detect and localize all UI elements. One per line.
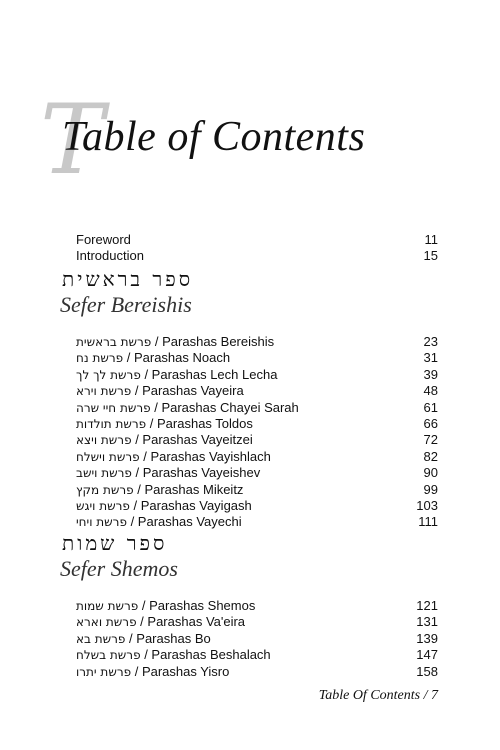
toc-entry-label xyxy=(76,449,271,465)
toc-entry-page: 99 xyxy=(423,481,438,497)
toc-entry[interactable] xyxy=(76,482,438,498)
toc-entry-hebrew: פרשת ויגש xyxy=(76,498,130,513)
toc-entry-separator: / xyxy=(129,497,141,513)
toc-entry-page: 48 xyxy=(423,383,438,399)
toc-entry-separator: / xyxy=(131,465,143,481)
section-hebrew-title: ספר שמות xyxy=(62,531,168,555)
toc-entry-name: Parashas Shemos xyxy=(149,598,256,613)
toc-entry-name: Parashas Vayishlach xyxy=(150,448,271,464)
toc-entry-separator: / xyxy=(136,614,148,630)
toc-entry-hebrew: פרשת וארא xyxy=(76,615,137,630)
toc-entry[interactable] xyxy=(76,334,438,350)
toc-entry-name: Parashas Chayei Sarah xyxy=(161,399,299,415)
toc-entry[interactable] xyxy=(76,432,438,448)
toc-entry-hebrew: פרשת וירא xyxy=(76,384,132,399)
toc-entry-separator: / xyxy=(146,415,157,431)
toc-entry-separator: / xyxy=(138,598,150,613)
toc-entry-page: 61 xyxy=(423,399,438,415)
toc-entry-name: Parashas Beshalach xyxy=(151,647,271,663)
toc-entry-separator: / xyxy=(123,350,134,366)
toc-entry-page: 11 xyxy=(424,232,438,247)
toc-entry[interactable] xyxy=(76,400,438,416)
toc-entry-page: 66 xyxy=(423,415,438,431)
toc-entry-page: 39 xyxy=(423,366,438,382)
toc-entry-hebrew: פרשת בא xyxy=(76,631,126,646)
toc-entry-label xyxy=(76,465,260,481)
toc-entry-page: 139 xyxy=(416,630,438,646)
toc-entry-page: 131 xyxy=(416,614,438,630)
toc-entry[interactable] xyxy=(76,647,438,663)
toc-entry-page: 72 xyxy=(423,432,438,448)
toc-entry-name: Parashas Vayeira xyxy=(142,383,244,399)
section-entry-list xyxy=(60,598,438,680)
toc-entry-separator: / xyxy=(131,383,143,399)
toc-entry[interactable] xyxy=(76,367,438,383)
toc-entry[interactable] xyxy=(76,449,438,465)
toc-entry-name: Parashas Va'eira xyxy=(147,614,246,630)
section-sefer-shemos xyxy=(60,532,438,680)
toc-entry-introduction[interactable] xyxy=(76,248,438,264)
section-title: Sefer Bereishis xyxy=(60,292,192,317)
toc-entry-hebrew: פרשת ויצא xyxy=(76,433,132,448)
toc-entry-label xyxy=(76,367,277,383)
toc-entry-label xyxy=(76,416,253,432)
title-drop-letter: T xyxy=(40,84,105,196)
toc-entry-name: Parashas Lech Lecha xyxy=(151,366,278,382)
toc-entry[interactable] xyxy=(76,465,438,481)
toc-entry-label xyxy=(76,664,229,680)
toc-entry-page: 31 xyxy=(423,350,438,366)
section-hebrew-title: ספר בראשית xyxy=(62,267,194,291)
toc-entry-page: 82 xyxy=(423,448,438,464)
section-sefer-bereishis xyxy=(60,268,438,531)
toc-entry-name: Parashas Yisro xyxy=(141,663,230,679)
toc-entry-foreword[interactable] xyxy=(76,232,438,248)
toc-entry-label xyxy=(76,383,244,399)
toc-entry-page: 147 xyxy=(416,647,438,663)
toc-entry-page: 15 xyxy=(423,248,438,264)
toc-entry[interactable] xyxy=(76,631,438,647)
toc-entry-hebrew: פרשת תולדות xyxy=(76,416,147,431)
section-title: Sefer Shemos xyxy=(60,556,178,581)
toc-entry-separator: / xyxy=(140,647,152,663)
toc-entry[interactable] xyxy=(76,664,438,680)
toc-entry-hebrew: פרשת יתרו xyxy=(76,664,132,679)
toc-entry-name: Parashas Bereishis xyxy=(162,334,275,349)
toc-entry-name: Parashas Vayeishev xyxy=(142,465,261,481)
toc-entry-separator: / xyxy=(140,366,152,382)
toc-entry-label xyxy=(76,432,253,448)
intro-list xyxy=(76,232,438,265)
toc-entry-hebrew: פרשת ויחי xyxy=(76,515,127,530)
toc-entry-name: Parashas Vayigash xyxy=(140,497,252,513)
toc-entry-separator: / xyxy=(151,334,163,349)
toc-entry[interactable] xyxy=(76,514,438,530)
toc-entry-label: Foreword xyxy=(76,232,131,247)
page-title xyxy=(40,84,460,202)
toc-entry[interactable] xyxy=(76,598,438,614)
toc-entry[interactable] xyxy=(76,614,438,630)
toc-entry-hebrew: פרשת בראשית xyxy=(76,335,152,349)
toc-entry-hebrew: פרשת מקץ xyxy=(76,482,134,497)
toc-entry-separator: / xyxy=(133,481,145,497)
toc-entry-label xyxy=(76,514,242,530)
toc-entry-label xyxy=(76,647,271,663)
toc-entry-hebrew: פרשת וישלח xyxy=(76,449,140,464)
toc-entry-label xyxy=(76,482,243,498)
toc-entry[interactable] xyxy=(76,383,438,399)
toc-entry-page: 121 xyxy=(416,598,438,613)
toc-entry-separator: / xyxy=(126,514,138,530)
toc-entry-name: Parashas Vayechi xyxy=(137,514,242,530)
toc-entry-page: 103 xyxy=(416,497,438,513)
toc-entry-hebrew: פרשת בשלח xyxy=(76,648,141,663)
toc-entry[interactable] xyxy=(76,416,438,432)
toc-entry-label xyxy=(76,631,211,647)
toc-entry-separator: / xyxy=(131,432,143,448)
toc-entry[interactable] xyxy=(76,350,438,366)
section-entry-list xyxy=(60,334,438,531)
toc-entry-name: Parashas Toldos xyxy=(157,415,253,431)
page-footer: Table Of Contents / 7 xyxy=(318,688,438,703)
toc-entry[interactable] xyxy=(76,498,438,514)
toc-entry-hebrew: פרשת וישב xyxy=(76,466,132,481)
toc-entry-label xyxy=(76,614,245,630)
toc-entry-separator: / xyxy=(150,399,162,415)
toc-entry-label xyxy=(76,400,299,416)
toc-entry-hebrew: פרשת שמות xyxy=(76,599,139,613)
title-text: Table of Contents xyxy=(62,114,366,160)
toc-entry-label xyxy=(76,598,255,614)
toc-entry-name: Parashas Noach xyxy=(133,350,231,366)
toc-entry-hebrew: פרשת נח xyxy=(76,351,124,366)
toc-entry-separator: / xyxy=(131,663,142,679)
toc-entry-separator: / xyxy=(125,630,137,646)
toc-entry-label: Introduction xyxy=(76,248,144,264)
toc-entry-page: 158 xyxy=(416,663,438,679)
toc-entry-page: 23 xyxy=(423,334,438,349)
toc-entry-name: Parashas Vayeitzei xyxy=(142,432,253,448)
toc-entry-name: Parashas Mikeitz xyxy=(144,481,244,497)
toc-entry-name: Parashas Bo xyxy=(136,630,211,646)
toc-entry-hebrew: פרשת חיי שרה xyxy=(76,400,151,415)
toc-entry-hebrew: פרשת לך לך xyxy=(76,367,141,382)
toc-entry-page: 111 xyxy=(418,514,438,530)
toc-entry-page: 90 xyxy=(423,465,438,481)
toc-entry-label xyxy=(76,334,274,350)
toc-entry-label xyxy=(76,498,252,514)
toc-entry-label xyxy=(76,350,230,366)
toc-entry-separator: / xyxy=(139,448,151,464)
